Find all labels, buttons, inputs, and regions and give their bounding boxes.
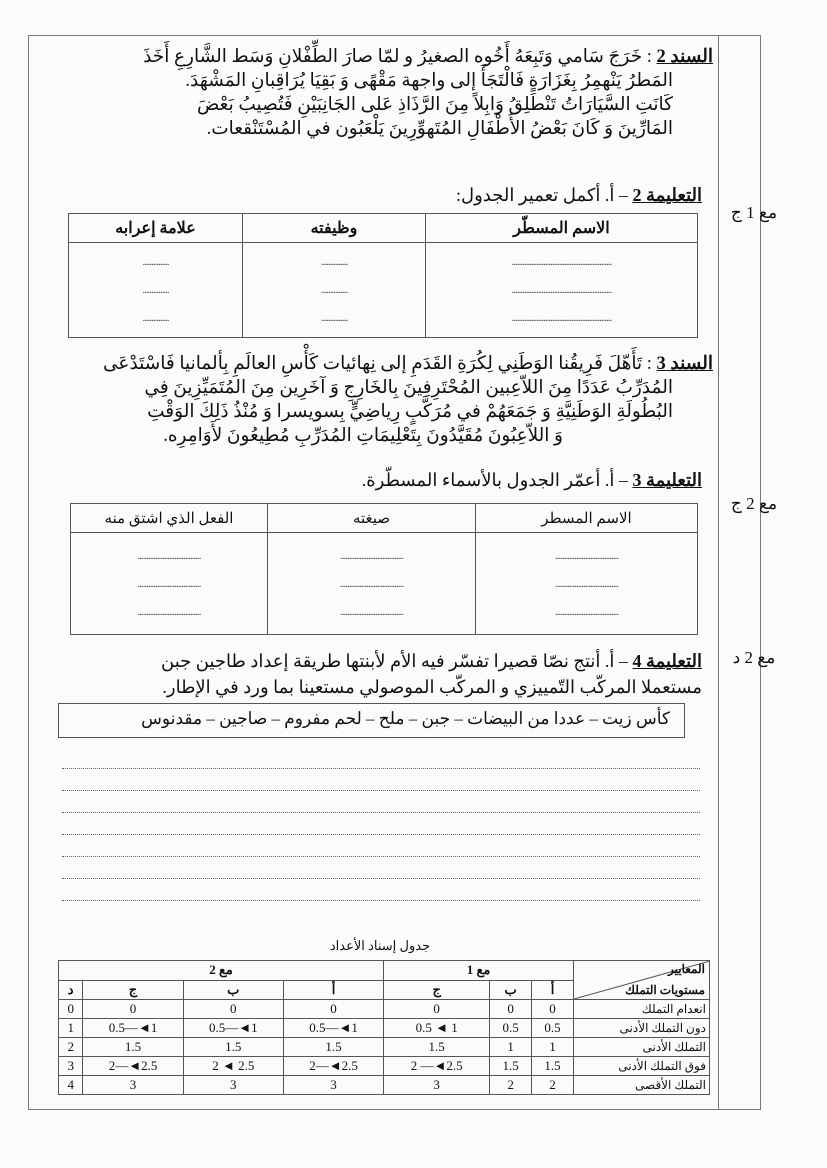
score-cell: 0 <box>183 1000 283 1019</box>
level-label: فوق التملك الأدنى <box>574 1057 710 1076</box>
answer-cell[interactable]: ......................................................... ......................................................... ......................................................... <box>426 243 698 338</box>
table-2 <box>70 503 698 635</box>
score-cell: 3 <box>83 1076 183 1095</box>
sub-header: ب <box>490 980 532 1000</box>
score-cell: 1.5 <box>490 1057 532 1076</box>
grading-row <box>59 1076 710 1095</box>
answer-cell[interactable]: ............... ............... ............... <box>69 243 243 338</box>
score-cell: 4 <box>59 1076 83 1095</box>
ingredients-box: كأس زيت – عددا من البيضات – جبن – ملح – لحم مفروم – صاجين – مقدنوس <box>58 703 685 738</box>
header: الاسم المسطر <box>476 504 698 533</box>
score-cell: 1◄—0.5 <box>283 1019 383 1038</box>
score-cell: 1 <box>59 1019 83 1038</box>
text-2-line: المَارِّينَ وَ كَانَ بَعْضُ الأَطْفَالِ المُتَهوِّرِينَ يَلْعَبُون في المُسْتَنْقعات. <box>206 119 673 139</box>
header: الفعل الذي اشتق منه <box>71 504 268 533</box>
text-3-line: المُدَرِّبُ عَدَدًا مِنَ اللاّعِبين المُحْتَرِفِينَ بِالخَارِجِ وَ آخَرِين مِنَ المُتَمَيِّزِينَ فِي <box>144 378 673 398</box>
score-cell: 3 <box>283 1076 383 1095</box>
header: وظيفته <box>243 214 426 243</box>
side-mark-1: مع 1 ج <box>730 203 778 222</box>
score-cell: 2 <box>59 1038 83 1057</box>
score-cell: 0 <box>532 1000 574 1019</box>
sub-header: د <box>59 980 83 1000</box>
instruction-2-label: التعليمة 2 <box>632 185 702 205</box>
instruction-3-text: – أ. أعمّر الجدول بالأسماء المسطّرة. <box>361 470 633 490</box>
score-cell: 1.5 <box>183 1038 283 1057</box>
score-cell: 1.5 <box>83 1038 183 1057</box>
grading-row <box>59 1038 710 1057</box>
score-cell: 1.5 <box>532 1057 574 1076</box>
score-cell: 1 <box>532 1038 574 1057</box>
side-mark-2: مع 2 ج <box>730 494 778 513</box>
score-cell: 1 <box>490 1038 532 1057</box>
score-cell: 2.5◄—2 <box>283 1057 383 1076</box>
score-cell: 3 <box>183 1076 283 1095</box>
answer-cell[interactable]: ............... ............... ............... <box>243 243 426 338</box>
sep: : <box>642 47 657 67</box>
score-cell: 2.5◄— 2 <box>384 1057 490 1076</box>
writing-line[interactable] <box>62 900 700 901</box>
answer-cell[interactable]: .................................... .................................... .................................... <box>71 533 268 635</box>
score-cell: 1◄—0.5 <box>83 1019 183 1038</box>
score-cell: 2.5 ◄ 2 <box>183 1057 283 1076</box>
score-cell: 2 <box>532 1076 574 1095</box>
criteria-corner <box>574 961 710 1000</box>
grading-row <box>59 1057 710 1076</box>
criteria-label: المعايير <box>668 962 705 976</box>
writing-line[interactable] <box>62 790 700 791</box>
writing-line[interactable] <box>62 812 700 813</box>
level-label: التملك الأدنى <box>574 1038 710 1057</box>
score-cell: 0.5 <box>532 1019 574 1038</box>
score-cell: 0.5 <box>490 1019 532 1038</box>
text-2 <box>95 45 713 141</box>
instruction-4 <box>82 648 702 700</box>
header: صيغته <box>268 504 476 533</box>
writing-line[interactable] <box>62 768 700 769</box>
sep: : <box>642 354 657 374</box>
answer-cell[interactable]: .................................... .................................... .................................... <box>268 533 476 635</box>
sub-header: ج <box>83 980 183 1000</box>
sub-header: أ <box>532 980 574 1000</box>
writing-line[interactable] <box>62 834 700 835</box>
instruction-4-line2: مستعملا المركّب التّمييزي و المركّب الموصولي مستعينا بما ورد في الإطار. <box>162 677 702 697</box>
levels-label: مستويات التملك <box>625 983 705 997</box>
text-3-line: تَأَهّلَ فَرِيقُنا الوَطَنِي لِكُرَةِ القَدَمِ إلى نِهائيات كَأْسِ العالَمِ بِألمانيا فَاسْتَدْعَى <box>103 354 643 374</box>
writing-line[interactable] <box>62 856 700 857</box>
text-3 <box>95 352 713 448</box>
sub-header: ج <box>384 980 490 1000</box>
grading-row <box>59 1019 710 1038</box>
header: الاسم المسطّر <box>426 214 698 243</box>
score-cell: 0 <box>384 1000 490 1019</box>
score-cell: 1 ◄ 0.5 <box>384 1019 490 1038</box>
score-cell: 0 <box>490 1000 532 1019</box>
score-cell: 3 <box>384 1076 490 1095</box>
instruction-3-label: التعليمة 3 <box>632 470 702 490</box>
text-3-line: وَ اللاّعِبُونَ مُقَيَّدُونَ بِتَعْلِيمَاتِ المُدَرِّبِ مُطِيعُونَ لأَوَامِرِه. <box>163 426 563 446</box>
sub-header: ب <box>183 980 283 1000</box>
sub-header: أ <box>283 980 383 1000</box>
text-2-label: السند 2 <box>656 47 713 67</box>
writing-line[interactable] <box>62 878 700 879</box>
level-label: دون التملك الأدنى <box>574 1019 710 1038</box>
instruction-2-text: – أ. أكمل تعمير الجدول: <box>456 185 633 205</box>
grading-row <box>59 1000 710 1019</box>
score-cell: 1◄—0.5 <box>183 1019 283 1038</box>
instruction-2 <box>456 185 702 206</box>
text-2-line: كَانَتِ السَّيَارَاتُ تَنْطَلِقُ وَابِلاً مِنَ الرَّذَاذِ عَلى الجَانِبَيْنِ فَتُصِيبُ بَعْضَ <box>197 95 673 115</box>
level-label: التملك الأقصى <box>574 1076 710 1095</box>
side-mark-3: مع 2 د <box>732 648 776 667</box>
text-2-line: المَطرُ يَنْهمِرُ بِغَزَارَةٍ فَالْتَجَأَ إلى واجهة مَقْهًى وَ بَقِيَا يُرَاقِبانِ المَشْهَدَ. <box>185 71 673 91</box>
header: علامة إعرابه <box>69 214 243 243</box>
score-cell: 3 <box>59 1057 83 1076</box>
answer-cell[interactable]: .................................... .................................... .................................... <box>476 533 698 635</box>
instruction-3 <box>362 470 702 491</box>
text-3-line: البُطُولَةِ الوَطَنِيَّةِ وَ جَمَعَهُمْ في مُرَكَّبٍ رِياضِيٍّ بِسويسرا وَ مُنْذُ ذَلِكَ الوَقْتِ <box>147 402 673 422</box>
group-header: مع 1 <box>384 961 574 981</box>
grading-table <box>58 960 710 1095</box>
score-cell: 1.5 <box>384 1038 490 1057</box>
score-cell: 2.5◄—2 <box>83 1057 183 1076</box>
score-cell: 0 <box>83 1000 183 1019</box>
instruction-4-label: التعليمة 4 <box>632 651 702 671</box>
score-cell: 2 <box>490 1076 532 1095</box>
table-1 <box>68 213 698 338</box>
score-cell: 0 <box>283 1000 383 1019</box>
instruction-4-text: – أ. أنتج نصّا قصيرا تفسّر فيه الأم لأبنتها طريقة إعداد طاجين جبن <box>161 651 633 671</box>
text-2-line: خَرَجَ سَامي وَتَبِعَهُ أَخُوه الصغيرُ و لمّا صارَ الطِّفْلانِ وَسَط الشَّارِعِ أَخَذَ <box>143 47 643 67</box>
level-label: انعدام التملك <box>574 1000 710 1019</box>
grading-title: جدول إسناد الأعداد <box>329 938 431 953</box>
group-header: مع 2 <box>59 961 384 981</box>
text-3-label: السند 3 <box>656 354 713 374</box>
score-cell: 0 <box>59 1000 83 1019</box>
score-cell: 1.5 <box>283 1038 383 1057</box>
